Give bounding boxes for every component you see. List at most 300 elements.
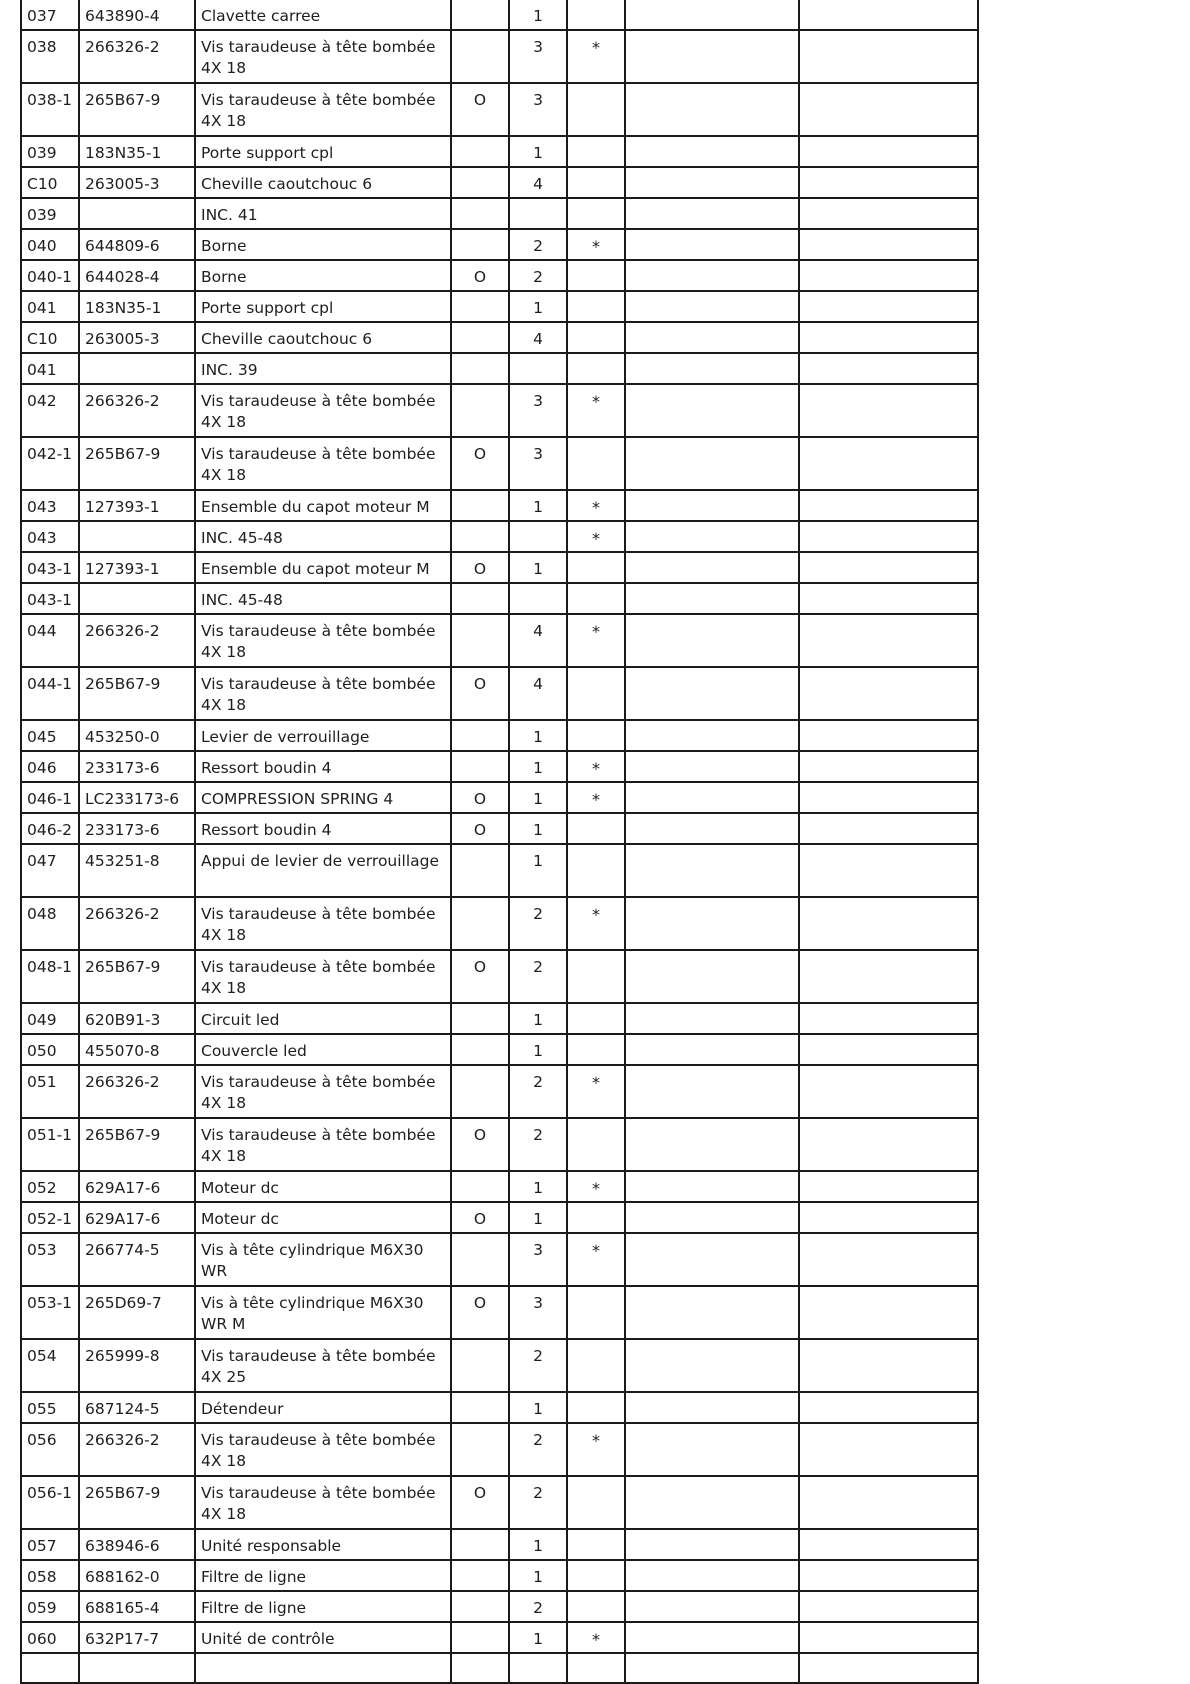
item-number-cell: 046-1 bbox=[21, 782, 79, 813]
description-cell: Vis taraudeuse à tête bombée 4X 18 bbox=[195, 30, 451, 83]
description-cell: INC. 41 bbox=[195, 198, 451, 229]
remark-cell bbox=[799, 667, 978, 720]
option-cell bbox=[451, 1423, 509, 1476]
option-cell bbox=[451, 1529, 509, 1560]
quantity-cell: 1 bbox=[509, 490, 567, 521]
note-cell bbox=[625, 813, 799, 844]
remark-cell bbox=[799, 1529, 978, 1560]
part-number-cell: 644028-4 bbox=[79, 260, 195, 291]
quantity-cell: 1 bbox=[509, 1003, 567, 1034]
remark-cell bbox=[799, 720, 978, 751]
quantity-cell: 3 bbox=[509, 30, 567, 83]
part-number-cell: 453250-0 bbox=[79, 720, 195, 751]
marker-cell: * bbox=[567, 1622, 625, 1653]
option-cell bbox=[451, 0, 509, 30]
note-cell bbox=[625, 1423, 799, 1476]
marker-cell bbox=[567, 583, 625, 614]
option-cell bbox=[451, 136, 509, 167]
item-number-cell: 042-1 bbox=[21, 437, 79, 490]
option-cell bbox=[451, 521, 509, 552]
quantity-cell: 3 bbox=[509, 1286, 567, 1339]
description-cell: Vis taraudeuse à tête bombée 4X 18 bbox=[195, 950, 451, 1003]
description-cell: Vis taraudeuse à tête bombée 4X 18 bbox=[195, 1065, 451, 1118]
table-row bbox=[21, 0, 978, 30]
note-cell bbox=[625, 167, 799, 198]
marker-cell bbox=[567, 198, 625, 229]
quantity-cell: 4 bbox=[509, 614, 567, 667]
quantity-cell bbox=[509, 198, 567, 229]
marker-cell bbox=[567, 1034, 625, 1065]
description-cell: Cheville caoutchouc 6 bbox=[195, 322, 451, 353]
marker-cell bbox=[567, 83, 625, 136]
note-cell bbox=[625, 437, 799, 490]
description-cell: Détendeur bbox=[195, 1392, 451, 1423]
description-cell: Filtre de ligne bbox=[195, 1560, 451, 1591]
marker-cell: * bbox=[567, 1233, 625, 1286]
item-number-cell: 048-1 bbox=[21, 950, 79, 1003]
description-cell: COMPRESSION SPRING 4 bbox=[195, 782, 451, 813]
remark-cell bbox=[799, 1065, 978, 1118]
option-cell bbox=[451, 167, 509, 198]
remark-cell bbox=[799, 384, 978, 437]
marker-cell bbox=[567, 260, 625, 291]
note-cell bbox=[625, 291, 799, 322]
remark-cell bbox=[799, 0, 978, 30]
description-cell: Vis à tête cylindrique M6X30 WR bbox=[195, 1233, 451, 1286]
description-cell: Vis taraudeuse à tête bombée 4X 18 bbox=[195, 614, 451, 667]
marker-cell bbox=[567, 322, 625, 353]
option-cell bbox=[451, 1392, 509, 1423]
table-row bbox=[21, 614, 978, 667]
note-cell bbox=[625, 1476, 799, 1529]
quantity-cell: 3 bbox=[509, 384, 567, 437]
part-number-cell: 266326-2 bbox=[79, 1065, 195, 1118]
marker-cell bbox=[567, 437, 625, 490]
quantity-cell bbox=[509, 583, 567, 614]
table-row bbox=[21, 583, 978, 614]
quantity-cell: 1 bbox=[509, 1171, 567, 1202]
option-cell: O bbox=[451, 782, 509, 813]
empty-cell bbox=[625, 1653, 799, 1683]
item-number-cell: 056-1 bbox=[21, 1476, 79, 1529]
part-number-cell: 183N35-1 bbox=[79, 291, 195, 322]
item-number-cell: 050 bbox=[21, 1034, 79, 1065]
description-cell: Moteur dc bbox=[195, 1202, 451, 1233]
marker-cell bbox=[567, 552, 625, 583]
table-row bbox=[21, 437, 978, 490]
remark-cell bbox=[799, 782, 978, 813]
table-row bbox=[21, 353, 978, 384]
note-cell bbox=[625, 782, 799, 813]
remark-cell bbox=[799, 552, 978, 583]
description-cell: Moteur dc bbox=[195, 1171, 451, 1202]
item-number-cell: 042 bbox=[21, 384, 79, 437]
remark-cell bbox=[799, 1339, 978, 1392]
description-cell: Vis taraudeuse à tête bombée 4X 18 bbox=[195, 83, 451, 136]
table-row bbox=[21, 167, 978, 198]
part-number-cell: LC233173-6 bbox=[79, 782, 195, 813]
item-number-cell: 052 bbox=[21, 1171, 79, 1202]
remark-cell bbox=[799, 1622, 978, 1653]
option-cell bbox=[451, 583, 509, 614]
note-cell bbox=[625, 1003, 799, 1034]
table-row bbox=[21, 1591, 978, 1622]
note-cell bbox=[625, 751, 799, 782]
part-number-cell: 183N35-1 bbox=[79, 136, 195, 167]
marker-cell: * bbox=[567, 614, 625, 667]
item-number-cell: 048 bbox=[21, 897, 79, 950]
note-cell bbox=[625, 198, 799, 229]
table-row bbox=[21, 1171, 978, 1202]
marker-cell: * bbox=[567, 229, 625, 260]
marker-cell: * bbox=[567, 1423, 625, 1476]
item-number-cell: 041 bbox=[21, 291, 79, 322]
option-cell: O bbox=[451, 1476, 509, 1529]
quantity-cell: 3 bbox=[509, 83, 567, 136]
table-row bbox=[21, 1622, 978, 1653]
quantity-cell: 4 bbox=[509, 167, 567, 198]
table-row-continuation bbox=[21, 1653, 978, 1683]
item-number-cell: 041 bbox=[21, 353, 79, 384]
item-number-cell: 057 bbox=[21, 1529, 79, 1560]
quantity-cell: 1 bbox=[509, 0, 567, 30]
note-cell bbox=[625, 897, 799, 950]
marker-cell bbox=[567, 813, 625, 844]
item-number-cell: C10 bbox=[21, 322, 79, 353]
quantity-cell bbox=[509, 353, 567, 384]
option-cell bbox=[451, 1034, 509, 1065]
note-cell bbox=[625, 583, 799, 614]
quantity-cell: 1 bbox=[509, 1392, 567, 1423]
part-number-cell: 266326-2 bbox=[79, 1423, 195, 1476]
table-row bbox=[21, 1560, 978, 1591]
option-cell bbox=[451, 897, 509, 950]
table-row bbox=[21, 260, 978, 291]
description-cell: Vis taraudeuse à tête bombée 4X 18 bbox=[195, 384, 451, 437]
table-row bbox=[21, 229, 978, 260]
option-cell bbox=[451, 1233, 509, 1286]
remark-cell bbox=[799, 1591, 978, 1622]
item-number-cell: C10 bbox=[21, 167, 79, 198]
item-number-cell: 052-1 bbox=[21, 1202, 79, 1233]
table-row bbox=[21, 1476, 978, 1529]
parts-list-page bbox=[20, 0, 979, 1684]
option-cell bbox=[451, 614, 509, 667]
option-cell: O bbox=[451, 950, 509, 1003]
part-number-cell: 263005-3 bbox=[79, 167, 195, 198]
note-cell bbox=[625, 1286, 799, 1339]
description-cell: Filtre de ligne bbox=[195, 1591, 451, 1622]
marker-cell bbox=[567, 136, 625, 167]
part-number-cell: 687124-5 bbox=[79, 1392, 195, 1423]
quantity-cell: 2 bbox=[509, 1118, 567, 1171]
marker-cell: * bbox=[567, 897, 625, 950]
note-cell bbox=[625, 1171, 799, 1202]
description-cell: INC. 45-48 bbox=[195, 521, 451, 552]
marker-cell bbox=[567, 1003, 625, 1034]
option-cell bbox=[451, 1591, 509, 1622]
description-cell: Cheville caoutchouc 6 bbox=[195, 167, 451, 198]
table-row bbox=[21, 844, 978, 897]
note-cell bbox=[625, 1392, 799, 1423]
option-cell: O bbox=[451, 83, 509, 136]
description-cell: Borne bbox=[195, 260, 451, 291]
parts-table bbox=[20, 0, 979, 1684]
table-row bbox=[21, 1003, 978, 1034]
table-row bbox=[21, 950, 978, 1003]
item-number-cell: 044-1 bbox=[21, 667, 79, 720]
option-cell bbox=[451, 291, 509, 322]
quantity-cell: 3 bbox=[509, 1233, 567, 1286]
marker-cell bbox=[567, 720, 625, 751]
item-number-cell: 044 bbox=[21, 614, 79, 667]
remark-cell bbox=[799, 229, 978, 260]
part-number-cell: 265B67-9 bbox=[79, 667, 195, 720]
marker-cell: * bbox=[567, 384, 625, 437]
part-number-cell: 266326-2 bbox=[79, 30, 195, 83]
item-number-cell: 047 bbox=[21, 844, 79, 897]
item-number-cell: 059 bbox=[21, 1591, 79, 1622]
quantity-cell: 2 bbox=[509, 1423, 567, 1476]
note-cell bbox=[625, 83, 799, 136]
remark-cell bbox=[799, 322, 978, 353]
remark-cell bbox=[799, 1423, 978, 1476]
item-number-cell: 054 bbox=[21, 1339, 79, 1392]
note-cell bbox=[625, 260, 799, 291]
remark-cell bbox=[799, 844, 978, 897]
description-cell: Unité responsable bbox=[195, 1529, 451, 1560]
marker-cell bbox=[567, 667, 625, 720]
part-number-cell bbox=[79, 198, 195, 229]
marker-cell bbox=[567, 1118, 625, 1171]
note-cell bbox=[625, 614, 799, 667]
note-cell bbox=[625, 229, 799, 260]
remark-cell bbox=[799, 260, 978, 291]
table-row bbox=[21, 521, 978, 552]
quantity-cell: 1 bbox=[509, 813, 567, 844]
item-number-cell: 046-2 bbox=[21, 813, 79, 844]
note-cell bbox=[625, 667, 799, 720]
part-number-cell: 643890-4 bbox=[79, 0, 195, 30]
part-number-cell: 265B67-9 bbox=[79, 1476, 195, 1529]
table-row bbox=[21, 1065, 978, 1118]
item-number-cell: 043 bbox=[21, 490, 79, 521]
description-cell: Vis taraudeuse à tête bombée 4X 25 bbox=[195, 1339, 451, 1392]
quantity-cell: 1 bbox=[509, 136, 567, 167]
option-cell bbox=[451, 30, 509, 83]
table-row bbox=[21, 490, 978, 521]
item-number-cell: 051-1 bbox=[21, 1118, 79, 1171]
description-cell: Ensemble du capot moteur M bbox=[195, 490, 451, 521]
table-row bbox=[21, 1286, 978, 1339]
note-cell bbox=[625, 1202, 799, 1233]
option-cell bbox=[451, 1065, 509, 1118]
marker-cell bbox=[567, 1529, 625, 1560]
table-row bbox=[21, 720, 978, 751]
option-cell bbox=[451, 1171, 509, 1202]
option-cell bbox=[451, 751, 509, 782]
marker-cell bbox=[567, 167, 625, 198]
table-row bbox=[21, 198, 978, 229]
note-cell bbox=[625, 1560, 799, 1591]
remark-cell bbox=[799, 1171, 978, 1202]
option-cell: O bbox=[451, 437, 509, 490]
option-cell bbox=[451, 490, 509, 521]
part-number-cell: 453251-8 bbox=[79, 844, 195, 897]
item-number-cell: 045 bbox=[21, 720, 79, 751]
description-cell: Porte support cpl bbox=[195, 291, 451, 322]
part-number-cell: 265B67-9 bbox=[79, 437, 195, 490]
marker-cell: * bbox=[567, 30, 625, 83]
item-number-cell: 040 bbox=[21, 229, 79, 260]
part-number-cell: 629A17-6 bbox=[79, 1171, 195, 1202]
item-number-cell: 039 bbox=[21, 136, 79, 167]
note-cell bbox=[625, 1118, 799, 1171]
remark-cell bbox=[799, 521, 978, 552]
part-number-cell: 265B67-9 bbox=[79, 83, 195, 136]
table-row bbox=[21, 1034, 978, 1065]
quantity-cell: 1 bbox=[509, 1529, 567, 1560]
remark-cell bbox=[799, 751, 978, 782]
description-cell: Borne bbox=[195, 229, 451, 260]
item-number-cell: 038-1 bbox=[21, 83, 79, 136]
description-cell: Vis taraudeuse à tête bombée 4X 18 bbox=[195, 897, 451, 950]
part-number-cell: 265D69-7 bbox=[79, 1286, 195, 1339]
item-number-cell: 043-1 bbox=[21, 583, 79, 614]
part-number-cell: 632P17-7 bbox=[79, 1622, 195, 1653]
remark-cell bbox=[799, 291, 978, 322]
description-cell: Ensemble du capot moteur M bbox=[195, 552, 451, 583]
part-number-cell: 638946-6 bbox=[79, 1529, 195, 1560]
table-row bbox=[21, 83, 978, 136]
option-cell bbox=[451, 844, 509, 897]
item-number-cell: 053-1 bbox=[21, 1286, 79, 1339]
quantity-cell: 2 bbox=[509, 1591, 567, 1622]
remark-cell bbox=[799, 1233, 978, 1286]
item-number-cell: 039 bbox=[21, 198, 79, 229]
item-number-cell: 043 bbox=[21, 521, 79, 552]
note-cell bbox=[625, 1591, 799, 1622]
quantity-cell: 1 bbox=[509, 1202, 567, 1233]
table-row bbox=[21, 667, 978, 720]
parts-table-body bbox=[21, 0, 978, 1683]
description-cell: Ressort boudin 4 bbox=[195, 751, 451, 782]
part-number-cell: 265999-8 bbox=[79, 1339, 195, 1392]
description-cell: Vis taraudeuse à tête bombée 4X 18 bbox=[195, 667, 451, 720]
note-cell bbox=[625, 1339, 799, 1392]
remark-cell bbox=[799, 813, 978, 844]
part-number-cell: 629A17-6 bbox=[79, 1202, 195, 1233]
part-number-cell: 266774-5 bbox=[79, 1233, 195, 1286]
note-cell bbox=[625, 322, 799, 353]
quantity-cell bbox=[509, 521, 567, 552]
table-row bbox=[21, 552, 978, 583]
description-cell: Vis taraudeuse à tête bombée 4X 18 bbox=[195, 1476, 451, 1529]
table-row bbox=[21, 782, 978, 813]
table-row bbox=[21, 751, 978, 782]
quantity-cell: 1 bbox=[509, 1622, 567, 1653]
empty-cell bbox=[195, 1653, 451, 1683]
option-cell: O bbox=[451, 1286, 509, 1339]
table-row bbox=[21, 136, 978, 167]
item-number-cell: 060 bbox=[21, 1622, 79, 1653]
remark-cell bbox=[799, 1476, 978, 1529]
part-number-cell bbox=[79, 353, 195, 384]
quantity-cell: 2 bbox=[509, 1065, 567, 1118]
description-cell: Ressort boudin 4 bbox=[195, 813, 451, 844]
item-number-cell: 056 bbox=[21, 1423, 79, 1476]
part-number-cell: 644809-6 bbox=[79, 229, 195, 260]
note-cell bbox=[625, 720, 799, 751]
item-number-cell: 053 bbox=[21, 1233, 79, 1286]
item-number-cell: 051 bbox=[21, 1065, 79, 1118]
table-row bbox=[21, 291, 978, 322]
description-cell: Appui de levier de verrouillage bbox=[195, 844, 451, 897]
table-row bbox=[21, 30, 978, 83]
remark-cell bbox=[799, 136, 978, 167]
remark-cell bbox=[799, 1003, 978, 1034]
table-row bbox=[21, 1233, 978, 1286]
quantity-cell: 2 bbox=[509, 897, 567, 950]
part-number-cell bbox=[79, 583, 195, 614]
remark-cell bbox=[799, 490, 978, 521]
table-row bbox=[21, 322, 978, 353]
marker-cell: * bbox=[567, 751, 625, 782]
quantity-cell: 4 bbox=[509, 667, 567, 720]
note-cell bbox=[625, 1034, 799, 1065]
part-number-cell: 265B67-9 bbox=[79, 1118, 195, 1171]
quantity-cell: 1 bbox=[509, 291, 567, 322]
marker-cell bbox=[567, 1476, 625, 1529]
option-cell bbox=[451, 1560, 509, 1591]
remark-cell bbox=[799, 897, 978, 950]
quantity-cell: 2 bbox=[509, 1339, 567, 1392]
option-cell bbox=[451, 1339, 509, 1392]
quantity-cell: 1 bbox=[509, 1034, 567, 1065]
note-cell bbox=[625, 950, 799, 1003]
note-cell bbox=[625, 1529, 799, 1560]
quantity-cell: 2 bbox=[509, 1476, 567, 1529]
quantity-cell: 1 bbox=[509, 751, 567, 782]
item-number-cell: 037 bbox=[21, 0, 79, 30]
option-cell bbox=[451, 322, 509, 353]
part-number-cell: 263005-3 bbox=[79, 322, 195, 353]
part-number-cell: 233173-6 bbox=[79, 813, 195, 844]
marker-cell bbox=[567, 1591, 625, 1622]
part-number-cell: 127393-1 bbox=[79, 490, 195, 521]
marker-cell: * bbox=[567, 1171, 625, 1202]
item-number-cell: 043-1 bbox=[21, 552, 79, 583]
remark-cell bbox=[799, 950, 978, 1003]
quantity-cell: 3 bbox=[509, 437, 567, 490]
note-cell bbox=[625, 1065, 799, 1118]
note-cell bbox=[625, 136, 799, 167]
remark-cell bbox=[799, 198, 978, 229]
option-cell: O bbox=[451, 1202, 509, 1233]
part-number-cell: 688165-4 bbox=[79, 1591, 195, 1622]
remark-cell bbox=[799, 83, 978, 136]
note-cell bbox=[625, 384, 799, 437]
marker-cell bbox=[567, 844, 625, 897]
description-cell: INC. 39 bbox=[195, 353, 451, 384]
remark-cell bbox=[799, 1392, 978, 1423]
remark-cell bbox=[799, 167, 978, 198]
note-cell bbox=[625, 1233, 799, 1286]
description-cell: Porte support cpl bbox=[195, 136, 451, 167]
remark-cell bbox=[799, 614, 978, 667]
table-row bbox=[21, 1339, 978, 1392]
table-row bbox=[21, 813, 978, 844]
